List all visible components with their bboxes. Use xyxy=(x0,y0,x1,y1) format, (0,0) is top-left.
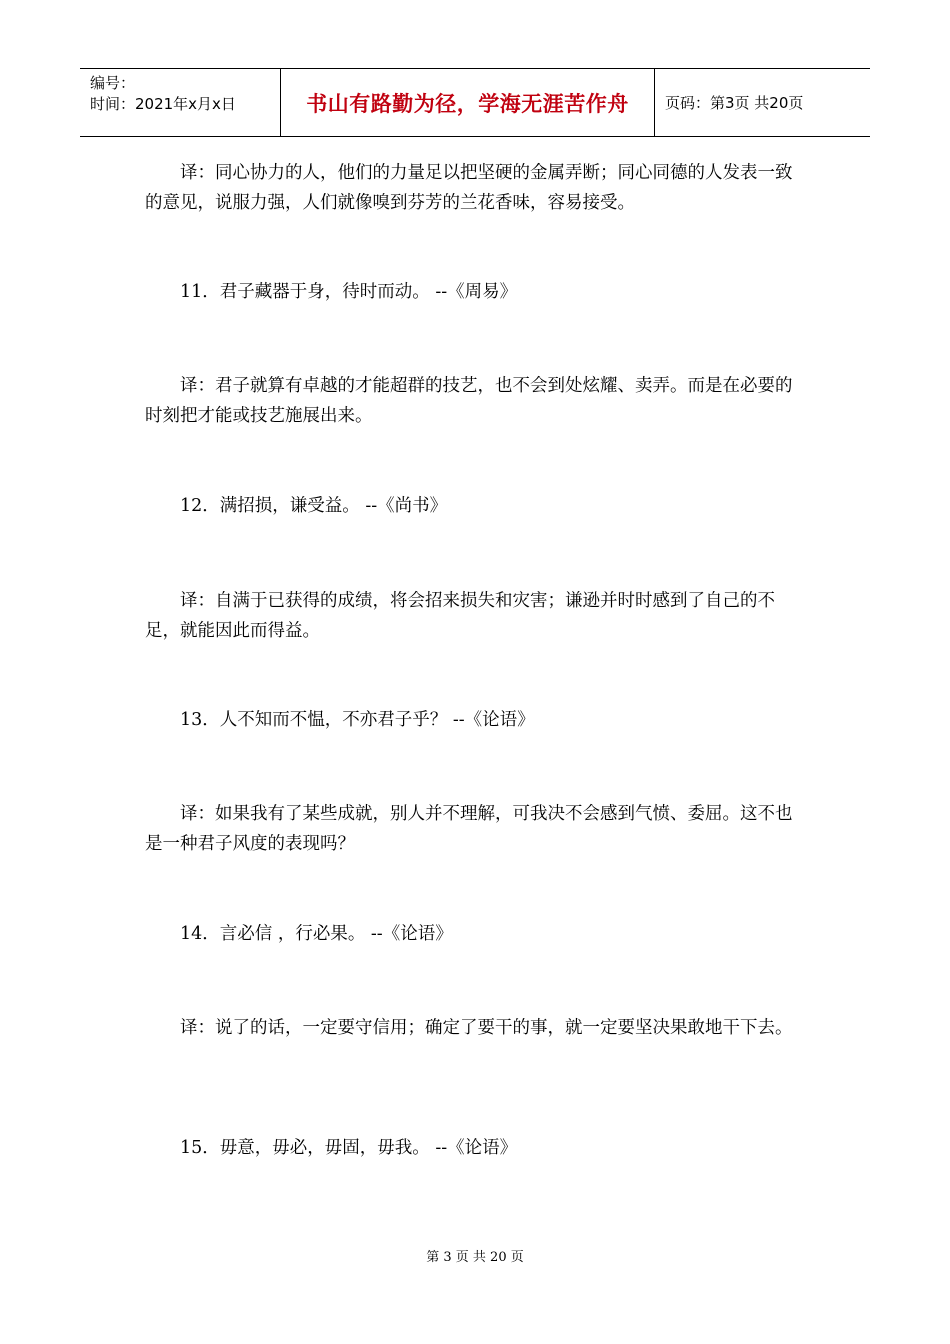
translation-paragraph: 译：君子就算有卓越的才能超群的技艺，也不会到处炫耀、卖弄。而是在必要的时刻把才能或技艺施展出来。 xyxy=(145,376,793,426)
translation-paragraph: 译：如果我有了某些成就，别人并不理解，可我决不会感到气愤、委屈。这不也是一种君子风度的表现吗？ xyxy=(145,804,793,854)
document-number-label: 编号： xyxy=(90,74,136,92)
quote-line: 14．言必信 ，行必果。 --《论语》 xyxy=(180,924,453,944)
header-motto: 书山有路勤为径，学海无涯苦作舟 xyxy=(281,69,655,136)
document-date-label: 时间：2021年x月x日 xyxy=(90,95,236,113)
header-left-cell xyxy=(80,69,281,136)
page-header xyxy=(80,68,870,137)
quote-line: 13．人不知而不愠，不亦君子乎？ --《论语》 xyxy=(180,710,535,730)
translation-paragraph: 译：自满于已获得的成绩，将会招来损失和灾害；谦逊并时时感到了自己的不足，就能因此而得益。 xyxy=(145,591,775,641)
page-footer: 第 3 页 共 20 页 xyxy=(426,1250,524,1265)
quote-line: 11．君子藏器于身，待时而动。 --《周易》 xyxy=(180,282,518,302)
header-page-label: 页码：第3页 共20页 xyxy=(665,94,804,112)
quote-line: 15．毋意，毋必，毋固，毋我。 --《论语》 xyxy=(180,1138,518,1158)
translation-paragraph: 译：说了的话，一定要守信用；确定了要干的事，就一定要坚决果敢地干下去。 xyxy=(180,1018,793,1038)
translation-paragraph: 译：同心协力的人，他们的力量足以把坚硬的金属弄断；同心同德的人发表一致的意见，说服力强，人们就像嗅到芬芳的兰花香味，容易接受。 xyxy=(145,163,793,213)
quote-line: 12．满招损，谦受益。 --《尚书》 xyxy=(180,496,448,516)
